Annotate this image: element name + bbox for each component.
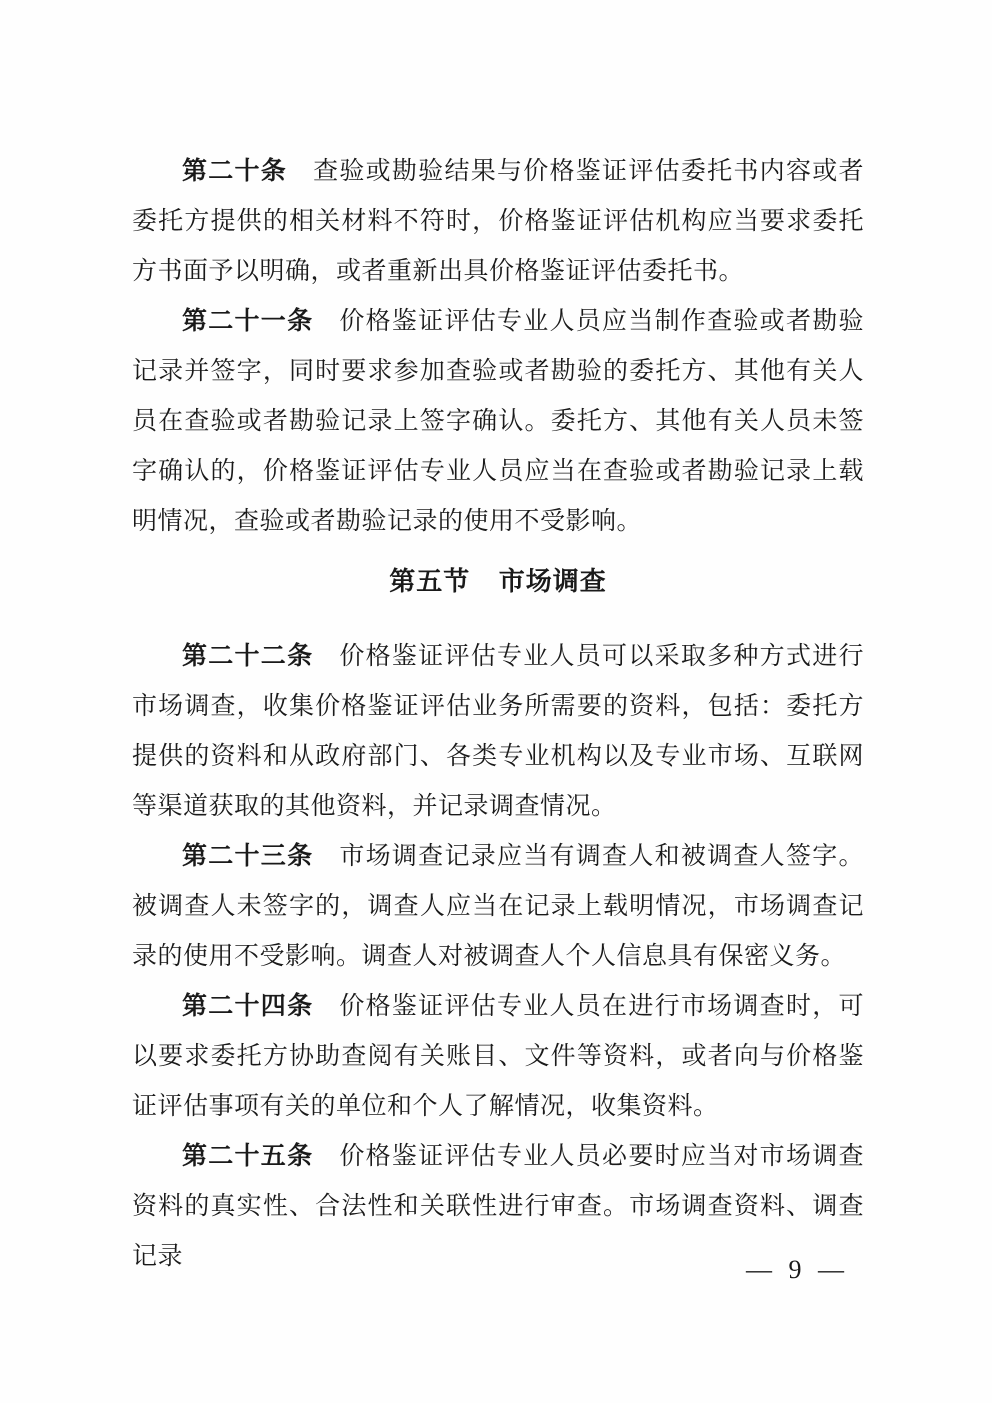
page-number: — 9 —: [746, 1255, 844, 1284]
article-20-paragraph: [132, 147, 864, 297]
article-20-text: 查验或勘验结果与价格鉴证评估委托书内容或者委托方提供的相关材料不符时，价格鉴证评估机构应当要求委托方书面予以明确，或者重新出具价格鉴证评估委托书。: [132, 158, 864, 285]
page-footer: [746, 1254, 844, 1286]
article-25-number: 第二十五条: [182, 1143, 314, 1170]
article-23-paragraph: [132, 832, 864, 982]
section-heading-label: 第五节: [389, 567, 471, 596]
article-21-number: 第二十一条: [182, 308, 314, 335]
article-25-text: 价格鉴证评估专业人员必要时应当对市场调查资料的真实性、合法性和关联性进行审查。市场调查资料、调查记录: [132, 1143, 864, 1270]
document-content: [132, 147, 864, 1282]
article-22-number: 第二十二条: [182, 643, 314, 670]
article-24-text: 价格鉴证评估专业人员在进行市场调查时，可以要求委托方协助查阅有关账目、文件等资料，或者向与价格鉴证评估事项有关的单位和个人了解情况，收集资料。: [132, 993, 864, 1120]
article-20-number: 第二十条: [182, 158, 288, 185]
article-21-text: 价格鉴证评估专业人员应当制作查验或者勘验记录并签字，同时要求参加查验或者勘验的委托方、其他有关人员在查验或者勘验记录上签字确认。委托方、其他有关人员未签字确认的，价格鉴证评估专业人员应当在查验或者勘验记录上载明情况，查验或者勘验记录的使用不受影响。: [132, 308, 864, 535]
article-23-number: 第二十三条: [182, 843, 314, 870]
article-21-paragraph: [132, 297, 864, 547]
article-22-text: 价格鉴证评估专业人员可以采取多种方式进行市场调查，收集价格鉴证评估业务所需要的资料，包括：委托方提供的资料和从政府部门、各类专业机构以及专业市场、互联网等渠道获取的其他资料，并记录调查情况。: [132, 643, 864, 820]
article-22-paragraph: [132, 632, 864, 832]
section-heading-title: 市场调查: [498, 567, 607, 596]
article-24-paragraph: [132, 982, 864, 1132]
section-heading: [132, 557, 864, 607]
article-23-text: 市场调查记录应当有调查人和被调查人签字。被调查人未签字的，调查人应当在记录上载明情况，市场调查记录的使用不受影响。调查人对被调查人个人信息具有保密义务。: [132, 843, 864, 970]
article-24-number: 第二十四条: [182, 993, 314, 1020]
